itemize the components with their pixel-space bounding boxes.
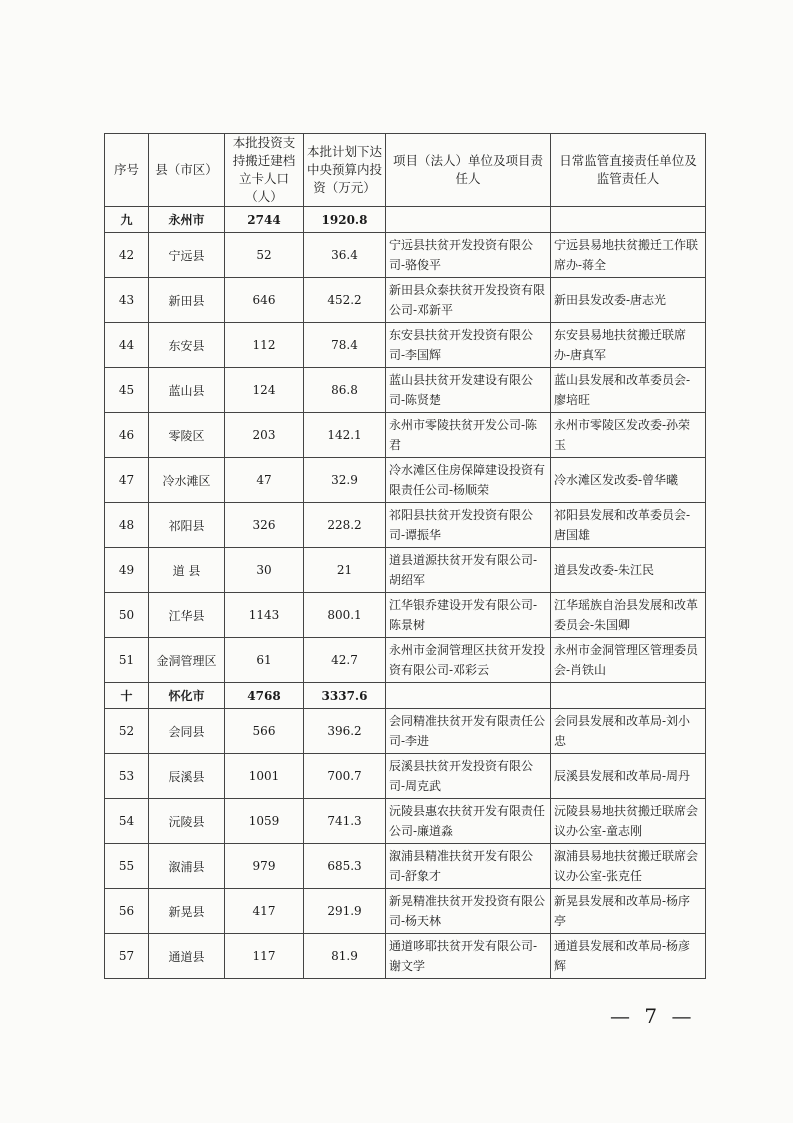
cell-investment: 800.1 [304,593,386,638]
cell-project-unit: 新晃精准扶贫开发投资有限公司-杨天林 [386,889,551,934]
header-investment: 本批计划下达中央预算内投资（万元） [304,134,386,207]
cell-population: 124 [225,368,304,413]
cell-investment: 685.3 [304,844,386,889]
table-row [105,323,706,368]
cell-project-unit: 永州市金洞管理区扶贫开发投资有限公司-邓彩云 [386,638,551,683]
cell-index: 43 [105,278,149,323]
cell-investment: 36.4 [304,233,386,278]
table-row [105,934,706,979]
cell-project-unit [386,207,551,233]
table-row [105,233,706,278]
cell-index: 47 [105,458,149,503]
cell-investment: 228.2 [304,503,386,548]
table-row [105,889,706,934]
table-row [105,754,706,799]
cell-population: 566 [225,709,304,754]
cell-county: 怀化市 [149,683,225,709]
cell-supervisor: 冷水滩区发改委-曾华曦 [551,458,706,503]
cell-supervisor: 永州市金洞管理区管理委员会-肖铁山 [551,638,706,683]
cell-index: 52 [105,709,149,754]
cell-project-unit: 溆浦县精准扶贫开发有限公司-舒象才 [386,844,551,889]
cell-supervisor: 通道县发展和改革局-杨彦辉 [551,934,706,979]
cell-county: 辰溪县 [149,754,225,799]
cell-county: 金洞管理区 [149,638,225,683]
cell-index: 57 [105,934,149,979]
cell-population: 61 [225,638,304,683]
cell-population: 52 [225,233,304,278]
table-row [105,709,706,754]
cell-index: 56 [105,889,149,934]
cell-index: 九 [105,207,149,233]
cell-project-unit: 东安县扶贫开发投资有限公司-李国辉 [386,323,551,368]
cell-supervisor: 东安县易地扶贫搬迁联席办-唐真军 [551,323,706,368]
cell-population: 417 [225,889,304,934]
cell-index: 42 [105,233,149,278]
cell-supervisor: 溆浦县易地扶贫搬迁联席会议办公室-张克任 [551,844,706,889]
cell-county: 道 县 [149,548,225,593]
cell-county: 江华县 [149,593,225,638]
cell-population: 30 [225,548,304,593]
cell-population: 112 [225,323,304,368]
cell-investment: 452.2 [304,278,386,323]
cell-county: 冷水滩区 [149,458,225,503]
cell-project-unit: 会同精准扶贫开发有限责任公司-李进 [386,709,551,754]
cell-investment: 3337.6 [304,683,386,709]
table-row [105,593,706,638]
cell-county: 新田县 [149,278,225,323]
header-project-unit: 项目（法人）单位及项目责任人 [386,134,551,207]
header-index: 序号 [105,134,149,207]
cell-supervisor: 辰溪县发展和改革局-周丹 [551,754,706,799]
table-row [105,638,706,683]
cell-investment: 78.4 [304,323,386,368]
cell-population: 4768 [225,683,304,709]
cell-index: 49 [105,548,149,593]
table-row [105,368,706,413]
cell-index: 53 [105,754,149,799]
cell-index: 45 [105,368,149,413]
cell-index: 51 [105,638,149,683]
cell-investment: 86.8 [304,368,386,413]
cell-investment: 81.9 [304,934,386,979]
cell-population: 1143 [225,593,304,638]
cell-county: 会同县 [149,709,225,754]
cell-population: 203 [225,413,304,458]
cell-county: 祁阳县 [149,503,225,548]
cell-investment: 32.9 [304,458,386,503]
table-row [105,799,706,844]
cell-index: 50 [105,593,149,638]
cell-project-unit: 宁远县扶贫开发投资有限公司-骆俊平 [386,233,551,278]
cell-investment: 396.2 [304,709,386,754]
cell-project-unit: 新田县众泰扶贫开发投资有限公司-邓新平 [386,278,551,323]
table-row [105,844,706,889]
cell-county: 零陵区 [149,413,225,458]
cell-supervisor: 沅陵县易地扶贫搬迁联席会议办公室-童志刚 [551,799,706,844]
table-header-row [105,134,706,207]
cell-population: 1059 [225,799,304,844]
table-row [105,413,706,458]
cell-supervisor: 新田县发改委-唐志光 [551,278,706,323]
cell-investment: 1920.8 [304,207,386,233]
cell-investment: 700.7 [304,754,386,799]
cell-supervisor: 道县发改委-朱江民 [551,548,706,593]
investment-table [104,133,706,979]
table-row [105,278,706,323]
cell-index: 54 [105,799,149,844]
cell-supervisor: 江华瑶族自治县发展和改革委员会-朱国卿 [551,593,706,638]
header-supervisor: 日常监管直接责任单位及监管责任人 [551,134,706,207]
cell-population: 2744 [225,207,304,233]
cell-project-unit [386,683,551,709]
cell-supervisor [551,207,706,233]
cell-population: 1001 [225,754,304,799]
cell-county: 宁远县 [149,233,225,278]
cell-project-unit: 江华银乔建设开发有限公司-陈景树 [386,593,551,638]
table-row [105,503,706,548]
cell-supervisor [551,683,706,709]
group-row [105,683,706,709]
cell-population: 47 [225,458,304,503]
cell-county: 永州市 [149,207,225,233]
cell-supervisor: 蓝山县发展和改革委员会-廖培旺 [551,368,706,413]
table-row [105,548,706,593]
cell-project-unit: 永州市零陵扶贫开发公司-陈君 [386,413,551,458]
cell-project-unit: 沅陵县惠农扶贫开发有限责任公司-廉道淼 [386,799,551,844]
cell-county: 东安县 [149,323,225,368]
table-row [105,458,706,503]
cell-supervisor: 永州市零陵区发改委-孙荣玉 [551,413,706,458]
cell-population: 646 [225,278,304,323]
page-number: — 7 — [610,1004,696,1028]
cell-investment: 291.9 [304,889,386,934]
cell-supervisor: 宁远县易地扶贫搬迁工作联席办-蒋全 [551,233,706,278]
cell-index: 46 [105,413,149,458]
cell-county: 新晃县 [149,889,225,934]
cell-project-unit: 通道哆耶扶贫开发有限公司-谢文学 [386,934,551,979]
header-population: 本批投资支持搬迁建档立卡人口（人） [225,134,304,207]
cell-county: 蓝山县 [149,368,225,413]
cell-index: 48 [105,503,149,548]
cell-investment: 42.7 [304,638,386,683]
cell-county: 沅陵县 [149,799,225,844]
cell-investment: 21 [304,548,386,593]
cell-project-unit: 辰溪县扶贫开发投资有限公司-周克武 [386,754,551,799]
cell-project-unit: 冷水滩区住房保障建设投资有限责任公司-杨顺荣 [386,458,551,503]
cell-project-unit: 蓝山县扶贫开发建设有限公司-陈贤楚 [386,368,551,413]
group-row [105,207,706,233]
cell-county: 通道县 [149,934,225,979]
cell-supervisor: 新晃县发展和改革局-杨序亭 [551,889,706,934]
cell-investment: 142.1 [304,413,386,458]
table-body [105,207,706,979]
cell-county: 溆浦县 [149,844,225,889]
cell-index: 44 [105,323,149,368]
cell-supervisor: 祁阳县发展和改革委员会-唐国雄 [551,503,706,548]
cell-index: 十 [105,683,149,709]
cell-population: 326 [225,503,304,548]
cell-supervisor: 会同县发展和改革局-刘小忠 [551,709,706,754]
cell-index: 55 [105,844,149,889]
cell-project-unit: 祁阳县扶贫开发投资有限公司-谭振华 [386,503,551,548]
cell-project-unit: 道县道源扶贫开发有限公司-胡绍军 [386,548,551,593]
cell-population: 979 [225,844,304,889]
cell-investment: 741.3 [304,799,386,844]
cell-population: 117 [225,934,304,979]
header-county: 县（市区） [149,134,225,207]
